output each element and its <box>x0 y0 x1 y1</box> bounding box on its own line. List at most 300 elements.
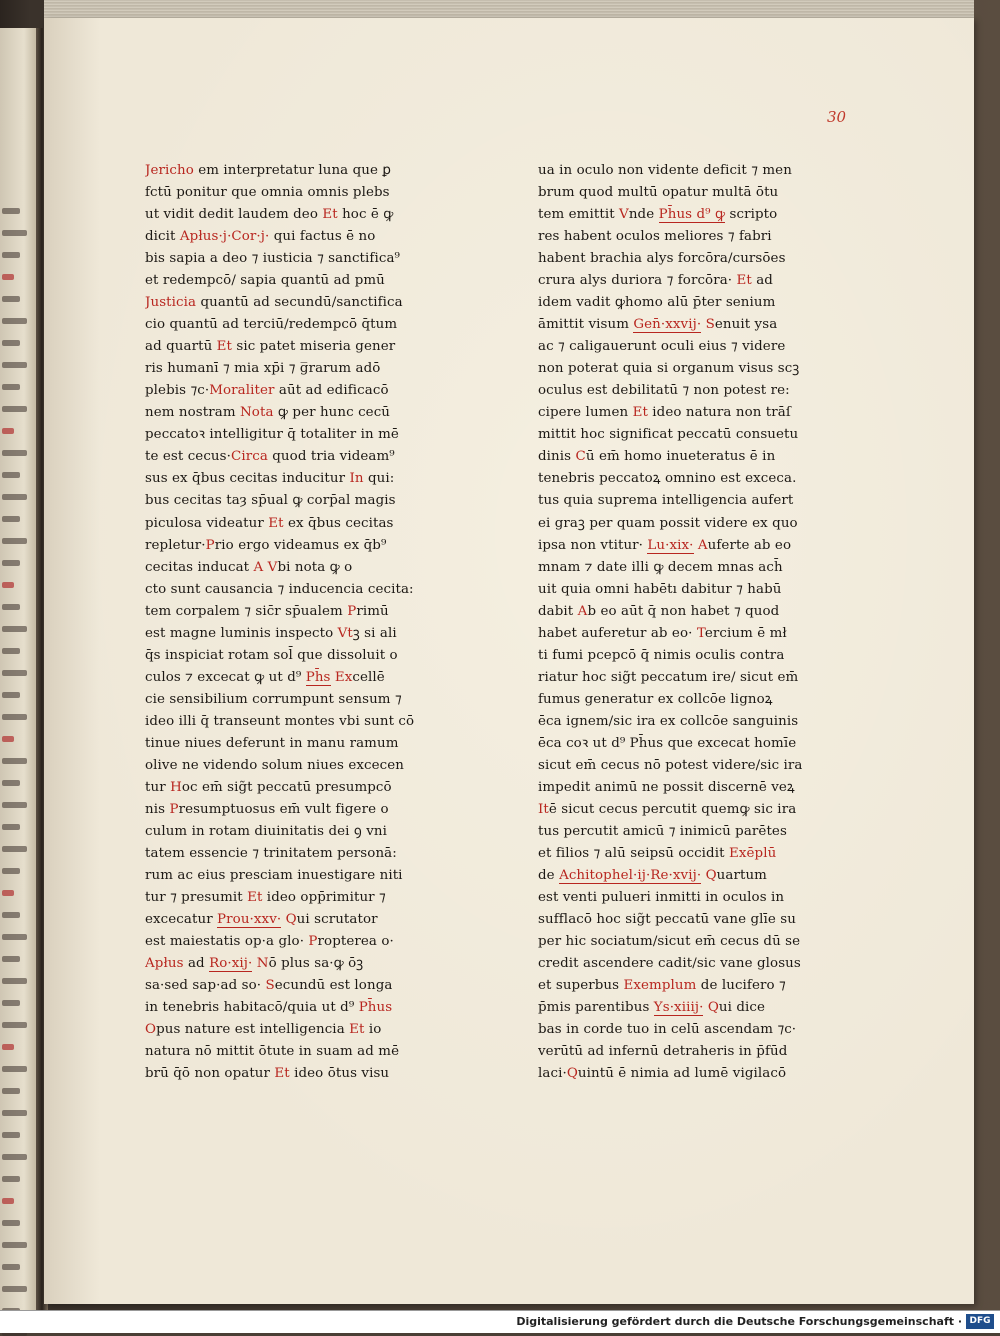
text-run: tem corpalem ⁊ sic̄r sp̄ualem <box>145 603 348 619</box>
rubricated-text: S <box>265 978 275 994</box>
text-line <box>145 380 455 402</box>
text-run: et filios ⁊ alū seipsū occidit <box>538 845 729 861</box>
adjacent-page-text-fragment <box>2 670 27 676</box>
rubricated-text: Et <box>247 890 263 906</box>
text-line <box>538 182 850 204</box>
text-run: tatem essencie ⁊ trinitatem personā: <box>145 845 397 861</box>
text-run: ꝙ per hunc cecū <box>273 405 391 421</box>
text-run: sic patet miseria gener <box>232 339 396 355</box>
text-run: ū em̄ homo inueteratus ē in <box>585 449 776 465</box>
adjacent-page-text-fragment <box>2 714 27 720</box>
text-line <box>538 865 850 887</box>
text-run: dabit <box>538 603 578 619</box>
adjacent-page-text-fragment <box>2 626 27 632</box>
text-run: ideo natura non trāſ <box>647 405 791 421</box>
rubricated-text: Et <box>632 405 648 421</box>
adjacent-page-strip <box>0 28 40 1310</box>
text-line <box>145 270 455 292</box>
rubricated-text: Moraliter <box>209 383 275 399</box>
text-line <box>538 623 850 645</box>
adjacent-page-text-fragment <box>2 802 27 808</box>
text-run: nem nostram <box>145 405 240 421</box>
text-line <box>538 997 850 1019</box>
text-run: olive ne videndo solum niues excecen <box>145 757 404 773</box>
text-run: b eo aūt q̄ non habet ⁊ quod <box>587 603 780 619</box>
funding-credit: Digitalisierung gefördert durch die Deutsche Forschungsgemeinschaft · <box>516 1315 962 1328</box>
text-line <box>538 513 850 535</box>
text-run: impedit animū ne possit discernē veꝝ <box>538 779 795 795</box>
text-run: et superbus <box>538 978 624 994</box>
text-run: mittit hoc significat peccatū consuetu <box>538 427 799 443</box>
text-line <box>538 204 850 226</box>
text-run: quod tria videam⁹ <box>267 449 395 465</box>
text-run: habet auferetur ab eo· <box>538 625 697 641</box>
text-run: idem vadit ꝙhomo alū p̄ter senium <box>538 295 776 311</box>
adjacent-page-text-fragment <box>2 978 27 984</box>
dfg-logo: DFG <box>966 1314 994 1329</box>
text-run: ua in oculo non vidente deficit ⁊ men <box>538 163 792 178</box>
adjacent-page-text-fragment <box>2 516 20 522</box>
rubricated-text: A <box>697 537 708 553</box>
adjacent-page-text-fragment <box>2 1154 27 1160</box>
text-run: ipsa non vtitur· <box>538 537 648 553</box>
text-run: peccatoꝛ intelligitur q̄ totaliter in mē <box>145 427 399 443</box>
text-run: ad <box>751 273 773 289</box>
text-run: resumptuosus em̄ vult figere o <box>178 801 389 817</box>
rubricated-text: P <box>169 801 179 817</box>
text-run: repletur· <box>145 537 206 553</box>
adjacent-page-text-fragment <box>2 780 20 786</box>
adjacent-page-text-fragment <box>2 384 20 390</box>
text-run: aūt ad edificacō <box>274 383 389 399</box>
adjacent-page-text-fragment <box>2 560 20 566</box>
rubricated-text: S <box>705 317 715 333</box>
text-line <box>538 755 850 777</box>
text-run: ad quartū <box>145 339 217 355</box>
text-run: qui factus ē no <box>269 229 376 245</box>
text-line <box>145 623 455 645</box>
text-line <box>538 490 850 512</box>
adjacent-page-text-fragment <box>2 406 27 412</box>
rubricated-text: Et <box>322 207 338 223</box>
text-line <box>145 248 455 270</box>
rubricated-text: In <box>349 471 364 487</box>
text-line <box>538 887 850 909</box>
text-run: bi nota ꝙ o <box>277 559 353 575</box>
text-line <box>145 711 455 733</box>
text-run: fctū ponitur que omnia omnis plebs <box>145 185 390 201</box>
text-run: brum quod multū opatur multā ōtu <box>538 185 779 201</box>
adjacent-page-text-fragment <box>2 1132 20 1138</box>
text-run: tus quia suprema intelligencia aufert <box>538 493 794 509</box>
text-line <box>145 557 455 579</box>
text-line <box>145 689 455 711</box>
text-line <box>145 909 455 931</box>
text-run: tur ⁊ presumit <box>145 890 248 906</box>
text-run: cellē <box>352 669 385 685</box>
rubricated-reference: Ys·xiiij· <box>653 1000 704 1016</box>
text-run: ex q̄bus cecitas <box>283 515 394 531</box>
text-line <box>538 667 850 689</box>
text-line <box>145 865 455 887</box>
text-line <box>145 755 455 777</box>
text-run: habent brachia alys forcōra/cursōes <box>538 251 786 267</box>
text-line <box>538 314 850 336</box>
rubricated-text: V <box>267 559 278 575</box>
text-run: uintū ē nimia ad lumē vigilacō <box>577 1066 787 1082</box>
text-line <box>538 689 850 711</box>
text-run: bis sapia a deo ⁊ iusticia ⁊ sanctifica⁹ <box>145 251 401 267</box>
adjacent-page-text-fragment <box>2 1044 14 1050</box>
text-run: riatur hoc sig̃t peccatum ire/ sicut em̄ <box>538 669 799 685</box>
text-line <box>145 887 455 909</box>
text-run: ad <box>183 956 210 972</box>
adjacent-page-text-fragment <box>2 208 20 214</box>
text-line <box>145 579 455 601</box>
rubricated-text: Ex <box>334 669 353 685</box>
rubricated-text: Et <box>349 1022 365 1038</box>
text-run: enuit ysa <box>714 317 778 333</box>
adjacent-page-text-fragment <box>2 494 27 500</box>
text-line <box>538 909 850 931</box>
rubricated-reference: Ph̄us d⁹ ꝙ <box>658 207 726 223</box>
text-run: ropterea o· <box>317 934 394 950</box>
text-line <box>145 645 455 667</box>
text-line <box>145 292 455 314</box>
text-run: oculus est debilitatū ⁊ non potest re: <box>538 383 790 399</box>
text-line <box>538 270 850 292</box>
rubricated-reference: Gen̄·xxvij· <box>633 317 702 333</box>
text-line <box>538 601 850 623</box>
text-run: de lucifero ⁊ <box>696 978 786 994</box>
rubricated-text: Circa <box>230 449 268 465</box>
text-run: ac ⁊ caligauerunt oculi eius ⁊ videre <box>538 339 786 355</box>
rubricated-text: Et <box>268 515 284 531</box>
text-run: de <box>538 868 560 883</box>
text-line <box>145 843 455 865</box>
text-run: dicit <box>145 229 180 245</box>
text-line <box>538 821 850 843</box>
rubricated-text: Exēplū <box>728 845 777 861</box>
text-run: tur <box>145 779 171 795</box>
rubricated-reference: Prou·xxv· <box>217 912 282 928</box>
text-line <box>538 160 850 182</box>
text-run: laci· <box>538 1066 567 1082</box>
adjacent-page-text-fragment <box>2 274 14 280</box>
text-run: nis <box>145 801 170 817</box>
rubricated-text: Apłus <box>145 956 184 972</box>
adjacent-page-text-fragment <box>2 956 20 962</box>
text-run: mnam ⁊ date illi ꝙ decem mnas ach̄ <box>538 559 783 575</box>
text-line <box>538 380 850 402</box>
text-line <box>145 358 455 380</box>
text-run: tus percutit amicū ⁊ inimicū parētes <box>538 823 787 839</box>
adjacent-page-text-fragment <box>2 450 27 456</box>
text-run: io <box>364 1022 382 1038</box>
adjacent-page-text-fragment <box>2 1264 20 1270</box>
text-line <box>145 799 455 821</box>
text-line <box>538 1063 850 1085</box>
adjacent-page-text-fragment <box>2 1066 27 1072</box>
text-run: ideo illi q̄ transeunt montes vbi sunt cō <box>145 713 415 729</box>
rubricated-text: A <box>253 559 264 575</box>
rubricated-text: It <box>538 801 549 817</box>
text-run: q̄s inspiciat rotam sol̄ que dissoluit o <box>145 647 398 663</box>
rubricated-text: Et <box>736 273 752 289</box>
rubricated-text: Nota <box>239 405 274 421</box>
rubricated-reference: Achitophel·ij·Re·xvij· <box>559 868 702 883</box>
text-run: brū q̄ō non opatur <box>145 1066 275 1082</box>
text-run: ideo ōtus visu <box>289 1066 390 1082</box>
adjacent-page-text-fragment <box>2 318 27 324</box>
rubricated-text: T <box>696 625 705 641</box>
text-line <box>145 1041 455 1063</box>
text-line <box>145 535 455 557</box>
text-line <box>538 1019 850 1041</box>
rubricated-text: Q <box>566 1066 578 1082</box>
text-line <box>538 468 850 490</box>
text-line <box>538 424 850 446</box>
rubricated-text: Q <box>285 912 297 928</box>
text-line <box>145 424 455 446</box>
text-run: pus nature est intelligencia <box>156 1022 350 1038</box>
adjacent-page-text-fragment <box>2 1176 20 1182</box>
text-run: per hic sociatum/sicut em̄ cecus dū se <box>538 934 801 950</box>
text-line <box>145 336 455 358</box>
rubricated-text: A <box>577 603 588 619</box>
text-line <box>145 468 455 490</box>
text-line <box>145 667 455 689</box>
adjacent-page-text-fragment <box>2 230 27 236</box>
text-line <box>538 733 850 755</box>
text-run: tem emittit <box>538 207 620 223</box>
adjacent-page-text-fragment <box>2 758 27 764</box>
text-run: cto sunt causancia ⁊ inducencia cecita: <box>145 581 414 597</box>
text-run: ō plus sa·ꝙ ōꝫ <box>268 956 364 972</box>
text-run: crura alys duriora ⁊ forcōra· <box>538 273 737 289</box>
rubricated-text: Apłus·j·Cor·j· <box>179 229 270 245</box>
text-run: fumus generatur ex collcōe lignoꝝ <box>538 691 773 707</box>
text-run: non poterat quia si organum visus scꝫ <box>538 361 800 377</box>
adjacent-page-text-fragment <box>2 912 20 918</box>
text-run: natura nō mittit ōtute in suam ad mē <box>145 1044 400 1060</box>
rubricated-text: Vt <box>337 625 353 641</box>
right-text-column <box>538 160 850 1085</box>
text-run: est maiestatis op·a glo· <box>145 934 309 950</box>
text-run: est venti pulueri̇ inmitti in oculos in <box>538 890 785 906</box>
text-run: ideo opp̄rimitur ⁊ <box>262 890 386 906</box>
text-line <box>145 182 455 204</box>
text-run: ecundū est longa <box>274 978 393 994</box>
text-line <box>538 292 850 314</box>
text-run: hoc ē ꝙ <box>337 207 394 223</box>
text-run: excecatur <box>145 912 218 928</box>
text-run: sicut em̄ cecus nō potest videre/sic ira <box>538 757 803 773</box>
text-line <box>538 1041 850 1063</box>
text-run: culum in rotam diuinitatis dei ꝯ vni <box>145 823 387 839</box>
text-run: et redempcō/ sapia quantū ad pmū <box>145 273 385 289</box>
text-run: culos ⁊ excecat ꝙ ut d⁹ <box>145 669 306 685</box>
text-line <box>145 1019 455 1041</box>
rubricated-text: C <box>575 449 586 465</box>
rubricated-text: O <box>145 1022 157 1038</box>
text-line <box>538 446 850 468</box>
text-run: ei graꝫ per quam possit videre ex quo <box>538 515 798 531</box>
adjacent-page-text-fragment <box>2 538 27 544</box>
text-run: ꝫ si ali <box>352 625 397 641</box>
rubricated-text: Ph̄us <box>358 1000 393 1016</box>
adjacent-page-text-fragment <box>2 1110 27 1116</box>
text-line <box>538 953 850 975</box>
rubricated-reference: Ph̄s <box>305 669 331 685</box>
text-run: in tenebris habitacō/quia ut d⁹ <box>145 1000 359 1016</box>
text-run: ut vidit dedit laudem deo <box>145 207 323 223</box>
text-run: dinis <box>538 449 576 465</box>
adjacent-page-text-fragment <box>2 1000 20 1006</box>
text-line <box>145 1063 455 1085</box>
rubricated-text: P <box>205 537 215 553</box>
text-line <box>538 799 850 821</box>
rubricated-text: Et <box>216 339 233 355</box>
adjacent-page-text-fragment <box>2 648 20 654</box>
text-run: uferte ab eo <box>707 537 792 553</box>
text-run: cie sensibilium corrumpunt sensum ⁊ <box>145 691 402 707</box>
text-line <box>145 513 455 535</box>
text-line <box>145 490 455 512</box>
adjacent-page-text-fragment <box>2 362 27 368</box>
rubricated-text: P <box>308 934 318 950</box>
text-line <box>145 446 455 468</box>
text-line <box>538 777 850 799</box>
text-run: qui: <box>363 471 395 487</box>
folio-number: 30 <box>827 108 847 126</box>
left-text-column <box>145 160 455 1085</box>
text-line <box>538 358 850 380</box>
rubricated-text: Jericho <box>145 163 194 178</box>
adjacent-page-text-fragment <box>2 736 14 742</box>
adjacent-page-text-fragment <box>2 1242 27 1248</box>
adjacent-page-text-fragment <box>2 1286 27 1292</box>
adjacent-page-text-fragment <box>2 824 20 830</box>
text-run: āmittit visum <box>538 317 634 333</box>
rubricated-reference: Ro·xij· <box>209 956 253 972</box>
text-line <box>145 997 455 1019</box>
text-run: verūtū ad infernū detraheris in p̄fūd <box>538 1044 788 1060</box>
text-run: tinue niues deferunt in manu ramum <box>145 735 399 751</box>
rubricated-text: P <box>347 603 357 619</box>
text-line <box>538 248 850 270</box>
text-run: sa·sed sap·ad so· <box>145 978 266 994</box>
text-run: cipere lumen <box>538 405 633 421</box>
adjacent-page-text-fragment <box>2 604 20 610</box>
adjacent-page-text-fragment <box>2 428 14 434</box>
adjacent-page-text-fragment <box>2 296 20 302</box>
text-line <box>538 402 850 424</box>
adjacent-page-text-fragment <box>2 846 27 852</box>
adjacent-page-text-fragment <box>2 934 27 940</box>
text-line <box>538 843 850 865</box>
text-line <box>145 733 455 755</box>
text-run: ti fumi pcepcō q̄ nimis oculis contra <box>538 647 785 663</box>
adjacent-page-text-fragment <box>2 472 20 478</box>
adjacent-page-text-fragment <box>2 582 14 588</box>
text-run: ui scrutator <box>296 912 378 928</box>
text-run: ris humanī ⁊ mia xp̄i ⁊ g̅rarum adō <box>145 361 381 377</box>
text-run: rimū <box>356 603 389 619</box>
text-run: tenebris peccatoꝝ omnino est exceca. <box>538 471 797 487</box>
text-run: em interpretatur luna que ꝑ <box>193 163 391 178</box>
footer-bar <box>0 1310 1000 1333</box>
text-run: ui dice <box>718 1000 766 1016</box>
rubricated-text: H <box>170 779 182 795</box>
adjacent-page-text-fragment <box>2 340 20 346</box>
text-line <box>538 226 850 248</box>
text-run: p̄mis parentibus <box>538 1000 654 1016</box>
rubricated-text: Justicia <box>145 295 197 311</box>
text-run: est magne luminis inspecto <box>145 625 338 641</box>
text-run: bas in corde tuo in celū ascendam ⁊c· <box>538 1022 797 1038</box>
text-line <box>145 821 455 843</box>
text-run: ercium ē mł <box>704 625 787 641</box>
text-line <box>145 226 455 248</box>
text-run: ē sicut cecus percutit quemꝙ sic ira <box>548 801 797 817</box>
text-run: credit ascendere cadit/sic vane glosus <box>538 956 801 972</box>
text-line <box>538 336 850 358</box>
rubricated-text: Q <box>707 1000 719 1016</box>
text-line <box>145 204 455 226</box>
text-line <box>538 711 850 733</box>
text-line <box>538 579 850 601</box>
text-run: nde <box>628 207 659 223</box>
adjacent-page-text-fragment <box>2 1220 20 1226</box>
rubricated-text: Q <box>705 868 717 883</box>
text-line <box>538 557 850 579</box>
text-run: cecitas inducat <box>145 559 254 575</box>
text-run: te est cecus· <box>145 449 231 465</box>
text-run: ēca ignem/sic ira ex collcōe sanguinis <box>538 713 799 729</box>
text-run: plebis ⁊c· <box>145 383 210 399</box>
text-line <box>538 931 850 953</box>
rubricated-text: V <box>619 207 629 223</box>
text-line <box>145 160 455 182</box>
text-line <box>145 931 455 953</box>
text-line <box>145 953 455 975</box>
text-run: oc em̄ sig̃t peccatū presumpcō <box>181 779 392 795</box>
text-run: rio ergo videamus ex q̄b⁹ <box>214 537 387 553</box>
rubricated-text: N <box>256 956 269 972</box>
text-run: uit quia omni habētı dabitur ⁊ habū <box>538 581 782 597</box>
text-line <box>145 777 455 799</box>
text-line <box>538 645 850 667</box>
text-run: sus ex q̄bus cecitas inducitur <box>145 471 350 487</box>
adjacent-page-text-fragment <box>2 692 20 698</box>
text-run: quantū ad secundū/sanctifica <box>196 295 403 311</box>
text-run: uartum <box>716 868 767 883</box>
text-line <box>145 314 455 336</box>
adjacent-page-text-fragment <box>2 890 14 896</box>
adjacent-page-text-fragment <box>2 252 20 258</box>
text-run: scripto <box>725 207 778 223</box>
text-line <box>145 601 455 623</box>
text-line <box>538 535 850 557</box>
text-line <box>538 975 850 997</box>
text-run: bus cecitas taȝ sp̄ual ꝙ corp̄al magis <box>145 493 396 509</box>
rubricated-text: Et <box>274 1066 290 1082</box>
text-run: sufflacō hoc sig̃t peccatū vane glīe su <box>538 912 797 928</box>
text-line <box>145 402 455 424</box>
text-run: rum ac eius presciam inuestigare niti <box>145 868 403 883</box>
text-run: piculosa videatur <box>145 515 269 531</box>
